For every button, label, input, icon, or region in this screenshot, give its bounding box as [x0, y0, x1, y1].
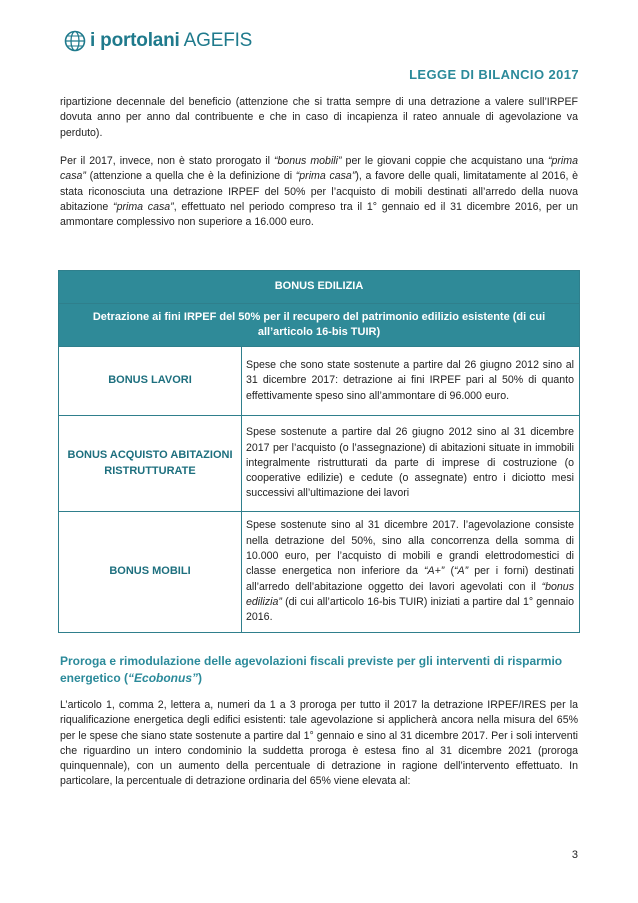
table-row [59, 512, 580, 633]
logo [64, 30, 252, 52]
page-number: 3 [571, 849, 578, 861]
row-label: BONUS MOBILI [59, 512, 242, 633]
document-header-title: LEGGE DI BILANCIO 2017 [409, 67, 579, 82]
bonus-edilizia-table [58, 270, 580, 633]
row-text: Spese sostenute a partire dal 26 giugno 2012 sino al 31 dicembre 2017 per l’acquisto (o l’assegnazione) di abitazioni situate in immobili integralmente ristrutturati da parte di imprese di costruzione (o cooperative edilizie) e cedute (o assegnate) entro i diciotto mesi successivi all’ultimazione dei lavori [242, 416, 580, 512]
row-text: Spese sostenute sino al 31 dicembre 2017. l’agevolazione consiste nella detrazione del 50%, sino alla concorrenza della somma di 10.000 euro, per l’acquisto di mobili e grandi elettrodomestici di classe energetica non inferiore da “A+” (“A” per i forni) destinati all’arredo dell’abitazione oggetto dei lavori agevolati con il “bonus edilizia” (di cui all’articolo 16-bis TUIR) iniziati a partire dal 1° gennaio 2016. [242, 512, 580, 633]
paragraph-2: Per il 2017, invece, non è stato prorogato il “bonus mobili” per le giovani coppie che acquistano una “prima casa” (attenzione a quella che è la definizione di “prima casa”), a favore delle quali, limitatamente al 2016, è stata riconosciuta una detrazione IRPEF del 50% per l’acquisto di mobili destinati all’arredo della nuova abitazione “prima casa”, effettuato nel periodo compreso tra il 1° gennaio ed il 31 dicembre 2016, per un ammontare complessivo non superiore a 16.000 euro. [60, 155, 579, 229]
row-text: Spese che sono state sostenute a partire dal 26 giugno 2012 sino al 31 dicembre 2017: detrazione ai fini IRPEF pari al 50% di quanto effettivamente speso sino all’ammontare di 96.000 euro. [242, 347, 580, 416]
table-subtitle: Detrazione ai fini IRPEF del 50% per il recupero del patrimonio edilizio esistente (di cui all’articolo 16-bis TUIR) [59, 304, 580, 347]
section-heading: Proroga e rimodulazione delle agevolazioni fiscali previste per gli interventi di risparmio energetico (“Ecobonus”) [60, 654, 563, 685]
table-row [59, 416, 580, 512]
table-row [59, 347, 580, 416]
paragraph-3: L’articolo 1, comma 2, lettera a, numeri da 1 a 3 proroga per tutto il 2017 la detrazione IRPEF/IRES per la riqualificazione energetica degli edifici esistenti: tale agevolazione si applicherà ancora nella misura del 65% per le spese che siano state sostenute a partire dal 1° gennaio e sino al 31 dicembre 2017. Per i soli interventi che riguardino un intero condominio la suddetta proroga è estesa fino al 31 dicembre 2021 (proroga quinquennale), con un aumento della percentuale di detrazione in ragione dell’intervento effettuato. In particolare, la percentuale di detrazione ordinaria del 65% viene elevata al: [60, 699, 578, 788]
paragraph-1: ripartizione decennale del beneficio (attenzione che si tratta sempre di una detrazione a valere sull’IRPEF dovuta anno per anno dal contribuente e che in caso di incapienza il rateo annuale di agevolazione va perduto). [60, 96, 578, 139]
globe-icon [64, 30, 86, 52]
logo-text: i portolani AGEFIS [90, 30, 253, 51]
row-label: BONUS LAVORI [59, 347, 242, 416]
table-title: BONUS EDILIZIA [59, 271, 580, 304]
row-label: BONUS ACQUISTO ABITAZIONI RISTRUTTURATE [59, 416, 242, 512]
